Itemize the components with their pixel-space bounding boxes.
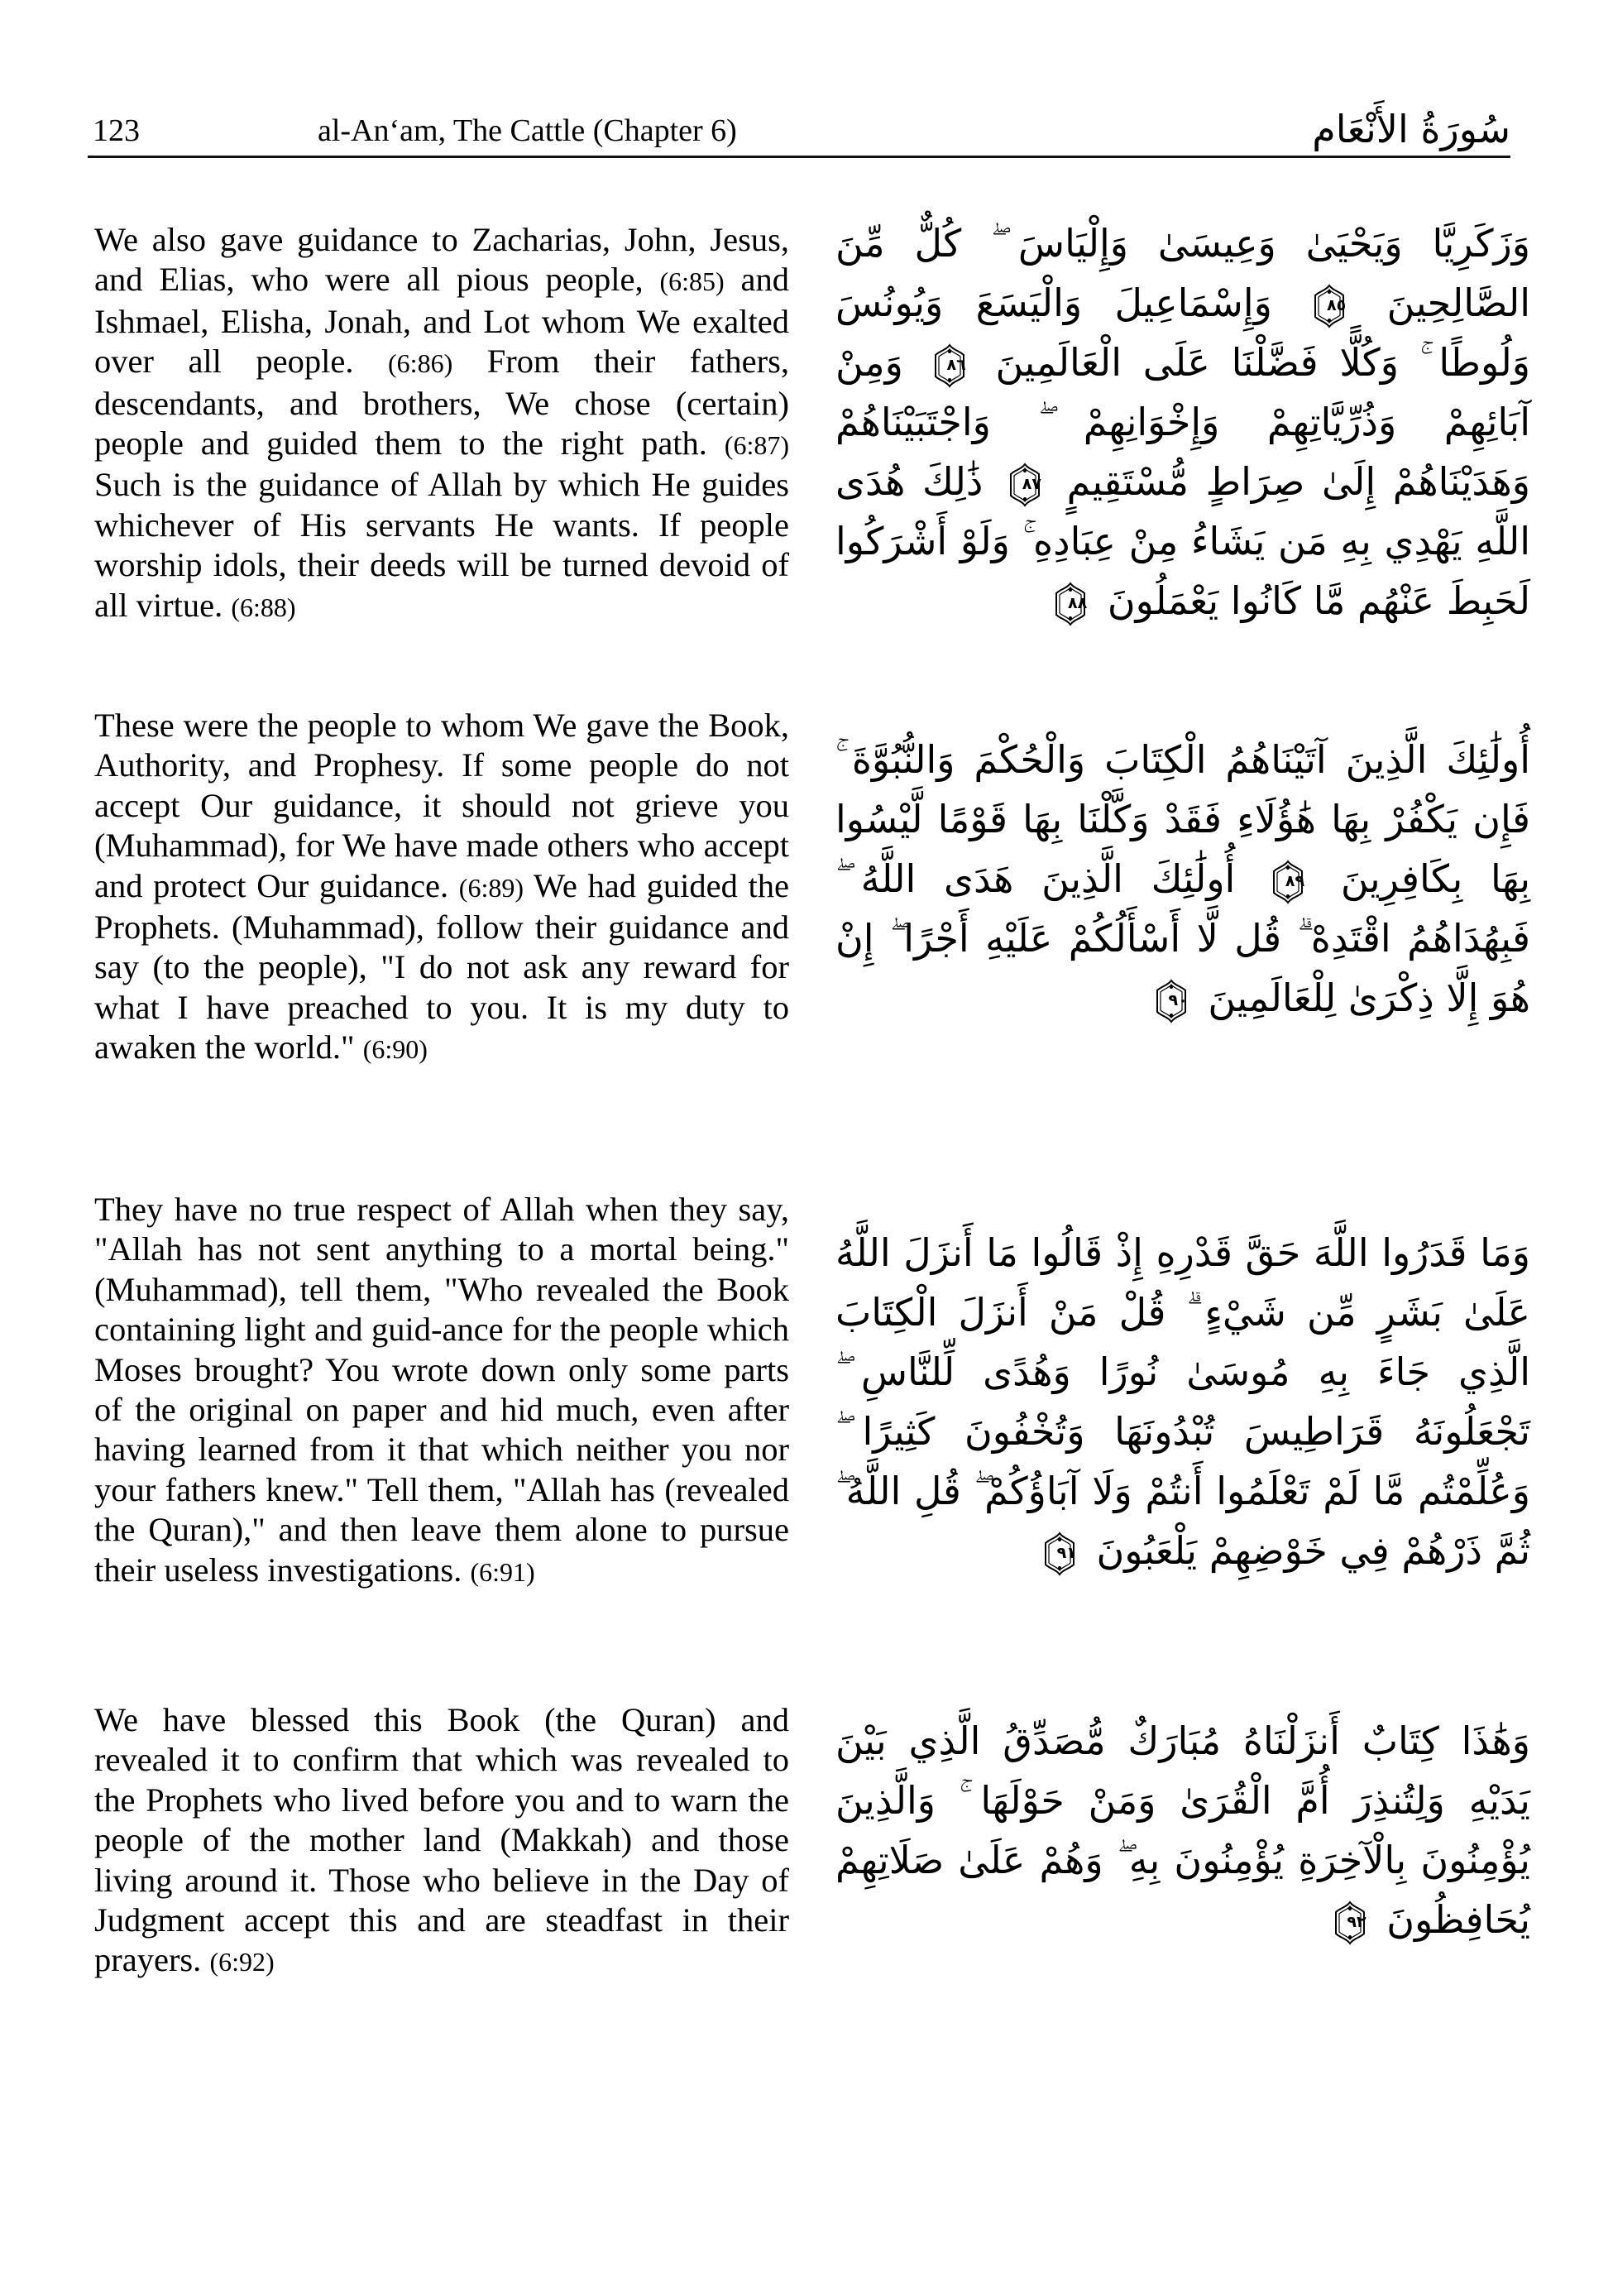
verse-reference: (6:87)	[724, 430, 789, 461]
translation-text: We have blessed this Book (the Quran) and revealed it to confirm that which was revealed to the Prophets who lived before you and to warn the people of the mother land (Makkah) and those living around it. Those who believe in the Day of Judgment accept this and are steadfast in their prayers.	[94, 1701, 789, 1979]
verse-number-marker	[1155, 979, 1188, 1023]
translation-text: They have no true respect of Allah when they say, "Allah has not sent anything to a mortal being." (Muhammad), tell them, "Who revealed the Book containing light and guid-ance for the people which Moses brought? You wrote down only some parts of the original on paper and hid much, even after having learned from it that which neither you nor your fathers knew." Tell them, "Allah has (revealed the Quran)," and then leave them alone to pursue their useless investigations.	[94, 1191, 789, 1589]
verse-number: ٩١	[1056, 1543, 1076, 1562]
arabic-verse-text: وَمِنْ آبَائِهِمْ وَذُرِّيَّاتِهِمْ وَإِخْوَانِهِمْ ۖ وَاجْتَبَيْنَاهُمْ وَهَدَيْنَاهُمْ إِلَىٰ صِرَاطٍ مُّسْتَقِيمٍ	[835, 340, 1530, 504]
verse-number: ٨٨	[1068, 593, 1088, 612]
verse-reference: (6:91)	[470, 1556, 535, 1587]
english-translation-block	[94, 1190, 789, 1592]
verse-number-marker	[1008, 463, 1041, 507]
page-header	[88, 106, 1510, 157]
running-title: al-An‘am, The Cattle (Chapter 6)	[318, 113, 737, 148]
english-translation-block	[94, 1700, 789, 1982]
verse-number-marker	[1043, 1531, 1076, 1576]
surah-title-arabic: سُورَةُ الأَنْعَام	[1312, 107, 1510, 151]
arabic-verse-text: وَإِسْمَاعِيلَ وَالْيَسَعَ وَيُونُسَ وَلُوطًا ۚ وَكُلًّا فَضَّلْنَا عَلَى الْعَالَمِينَ	[835, 280, 1530, 385]
arabic-verse-text: أُولَٰئِكَ الَّذِينَ هَدَى اللَّهُ ۖ فَبِهُدَاهُمُ اقْتَدِهْ ۗ قُل لَّا أَسْأَلُكُمْ عَلَيْهِ أَجْرًا ۖ إِنْ هُوَ إِلَّا ذِكْرَىٰ لِلْعَالَمِينَ	[835, 856, 1530, 1020]
arabic-verse-block	[835, 730, 1530, 1028]
translation-text: We also gave guidance to Zacharias, John, Jesus, and Elias, who were all pious people,	[94, 221, 789, 299]
arabic-verse-block	[835, 213, 1530, 630]
verse-number: ٩٠	[1168, 990, 1188, 1009]
verse-number-marker	[1313, 284, 1346, 328]
verse-reference: (6:86)	[388, 348, 453, 379]
page-number: 123	[93, 113, 140, 148]
english-translation-block	[94, 220, 789, 627]
arabic-verse-block	[835, 1711, 1530, 1949]
arabic-verse-text: وَهَٰذَا كِتَابٌ أَنزَلْنَاهُ مُبَارَكٌ مُّصَدِّقُ الَّذِي بَيْنَ يَدَيْهِ وَلِتُنذِرَ أُمَّ الْقُرَىٰ وَمَنْ حَوْلَهَا ۚ وَالَّذِينَ يُؤْمِنُونَ بِالْآخِرَةِ يُؤْمِنُونَ بِهِ ۖ وَهُمْ عَلَىٰ صَلَاتِهِمْ يُحَافِظُونَ	[835, 1718, 1530, 1942]
verse-reference: (6:92)	[209, 1947, 275, 1977]
verse-number-marker	[1333, 1901, 1367, 1945]
arabic-verse-text: وَمَا قَدَرُوا اللَّهَ حَقَّ قَدْرِهِ إِذْ قَالُوا مَا أَنزَلَ اللَّهُ عَلَىٰ بَشَرٍ مِّن شَيْءٍ ۗ قُلْ مَنْ أَنزَلَ الْكِتَابَ الَّذِي جَاءَ بِهِ مُوسَىٰ نُورًا وَهُدًى لِّلنَّاسِ ۖ تَجْعَلُونَهُ قَرَاطِيسَ تُبْدُونَهَا وَتُخْفُونَ كَثِيرًا ۖ وَعُلِّمْتُم مَّا لَمْ تَعْلَمُوا أَنتُمْ وَلَا آبَاؤُكُمْ ۖ قُلِ اللَّهُ ۖ ثُمَّ ذَرْهُمْ فِي خَوْضِهِمْ يَلْعَبُونَ	[835, 1230, 1530, 1573]
header-rule	[88, 156, 1510, 158]
arabic-verse-text: أُولَٰئِكَ الَّذِينَ آتَيْنَاهُمُ الْكِتَابَ وَالْحُكْمَ وَالنُّبُوَّةَ ۚ فَإِن يَكْفُرْ بِهَا هَٰؤُلَاءِ فَقَدْ وَكَّلْنَا بِهَا قَوْمًا لَّيْسُوا بِهَا بِكَافِرِينَ	[835, 737, 1530, 901]
translation-text: These were the people to whom We gave the Book, Authority, and Prophesy. If some people do not accept Our guidance, it should not grieve you (Muhammad), for We have made others who accept and protect Our guidance.	[94, 707, 789, 904]
verse-number: ٨٩	[1285, 871, 1305, 890]
verse-number-marker	[1271, 860, 1304, 904]
verse-number: ٨٦	[946, 355, 966, 374]
verse-number: ٨٥	[1327, 295, 1347, 314]
translation-text: Such is the guidance of Allah by which He guides whichever of His servants He wants. If people worship idols, their deeds will be turned devoid of all virtue.	[94, 466, 789, 624]
english-translation-block	[94, 706, 789, 1070]
verse-number-marker	[933, 343, 966, 388]
verse-number: ٨٧	[1022, 474, 1041, 493]
arabic-verse-block	[835, 1223, 1530, 1580]
verse-reference: (6:89)	[458, 872, 524, 903]
verse-reference: (6:88)	[231, 592, 296, 622]
arabic-verse-text: ذَٰلِكَ هُدَى اللَّهِ يَهْدِي بِهِ مَن يَشَاءُ مِنْ عِبَادِهِ ۚ وَلَوْ أَشْرَكُوا لَحَبِطَ عَنْهُم مَّا كَانُوا يَعْمَلُونَ	[835, 459, 1530, 623]
verse-reference: (6:90)	[362, 1034, 428, 1065]
translation-text: From their fathers, descendants, and brothers, We chose (certain) people and guided them to the right path.	[94, 343, 789, 463]
verse-number-marker	[1054, 582, 1087, 626]
verse-reference: (6:85)	[659, 266, 725, 297]
translation-text: We had guided the Prophets. (Muhammad), follow their guidance and say (to the people), "I do not ask any reward for what I have preached to you. It is my duty to awaken the world."	[94, 866, 789, 1067]
verse-number: ٩٢	[1347, 1912, 1367, 1931]
arabic-verse-text: وَزَكَرِيَّا وَيَحْيَىٰ وَعِيسَىٰ وَإِلْيَاسَ ۖ كُلٌّ مِّنَ الصَّالِحِينَ	[835, 221, 1530, 325]
translation-text: and Ishmael, Elisha, Jonah, and Lot whom We exalted over all people.	[94, 261, 789, 381]
